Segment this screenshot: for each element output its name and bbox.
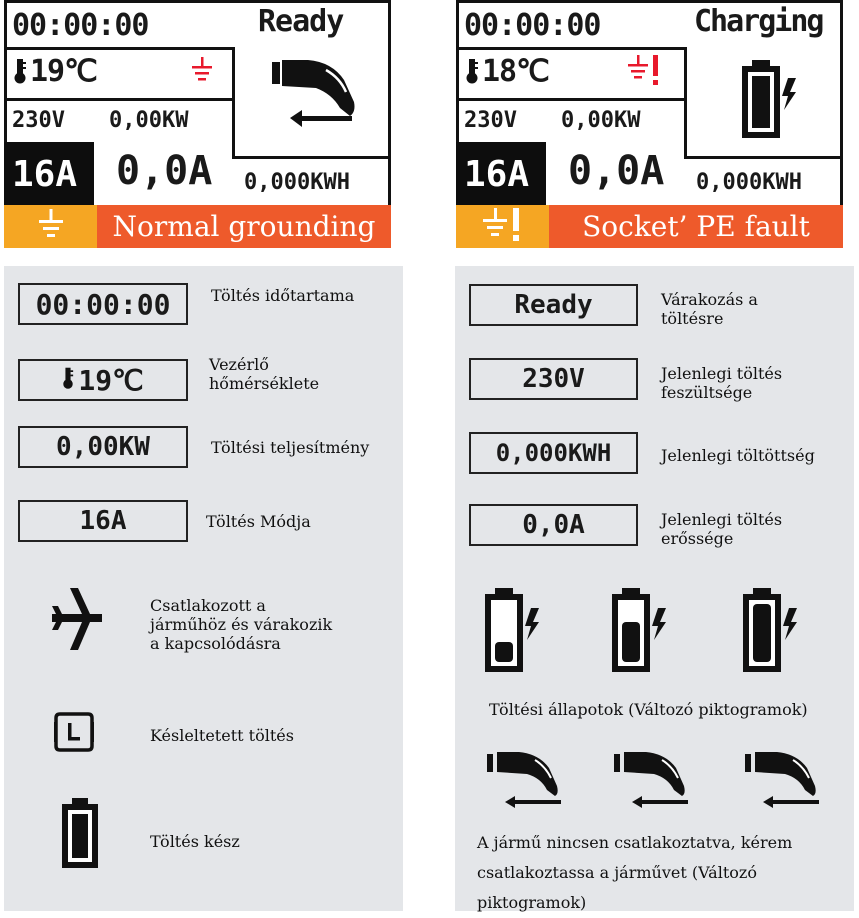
energy-readout: 0,000KWH [244, 170, 350, 195]
grounding-ok-icon [37, 209, 65, 245]
temperature-readout: 18℃ [482, 54, 549, 89]
divider [684, 156, 843, 159]
divider [232, 156, 391, 159]
display-left [4, 0, 391, 248]
status-icon-cell [456, 205, 549, 248]
legend-box-status: Ready [469, 284, 638, 326]
divider [456, 98, 686, 101]
temperature-readout: 19℃ [30, 54, 97, 89]
power-readout: 0,00KW [109, 108, 189, 133]
divider [232, 47, 235, 159]
desc-line: a kapcsolódásra [150, 634, 281, 653]
voltage-readout: 230V [12, 108, 65, 133]
desc-line: Jelenlegi töltés [661, 510, 783, 529]
legend-desc-amp-mode: Töltés Módja [206, 512, 311, 531]
amp-mode-box [4, 142, 94, 205]
grounding-ok-icon [191, 57, 213, 89]
legend-desc-energy: Jelenlegi töltöttség [661, 446, 815, 465]
desc-line: Jelenlegi töltés [661, 364, 783, 383]
display-right [456, 0, 843, 248]
current-readout: 0,0A [568, 148, 665, 194]
status-bar [4, 205, 391, 248]
thermometer-icon [13, 58, 27, 88]
status-message: Normal grounding [97, 205, 391, 248]
amp-mode-box [456, 142, 546, 205]
status-bar [456, 205, 843, 248]
grounding-fault-icon [483, 208, 523, 246]
divider [4, 47, 234, 50]
legend-desc-status [661, 290, 758, 328]
legend-desc-delayed: Késleltetett töltés [150, 726, 294, 745]
clock-delay-icon [54, 712, 94, 756]
divider [456, 47, 686, 50]
legend-box-energy: 0,000KWH [469, 432, 638, 474]
thermometer-icon [62, 366, 74, 394]
desc-line: járműhöz és várakozik [150, 615, 333, 634]
battery-charging-icon [740, 60, 798, 144]
plug-disconnected-icon [610, 750, 694, 818]
status-message: Socket’ PE fault [549, 205, 843, 248]
battery-charging-low-icon [483, 588, 541, 678]
desc-line: erőssége [661, 529, 734, 548]
legend-box-timer: 00:00:00 [18, 283, 188, 325]
status-readout: Ready [258, 4, 344, 39]
current-readout: 0,0A [116, 148, 213, 194]
legend-panel-left [4, 266, 403, 911]
legend-desc-voltage [661, 364, 782, 402]
plane-icon [52, 588, 104, 654]
legend-box-power: 0,00KW [18, 426, 188, 468]
power-readout: 0,00KW [561, 108, 641, 133]
thermometer-icon [465, 58, 479, 88]
grounding-fault-icon [628, 55, 662, 91]
legend-desc-current [661, 510, 782, 548]
desc-line: töltésre [661, 309, 724, 328]
legend-box-temperature [18, 359, 188, 401]
plug-disconnected-icon [741, 750, 825, 818]
legend-box-current: 0,0A [469, 504, 638, 546]
voltage-readout: 230V [464, 108, 517, 133]
plug-states-caption [477, 828, 854, 918]
status-icon-cell [4, 205, 97, 248]
desc-line: Várakozás a [661, 290, 758, 309]
legend-box-voltage: 230V [469, 358, 638, 400]
caption-line: csatlakoztassa a járművet (Változó piktogramok) [477, 863, 757, 912]
legend-desc-power: Töltési teljesítmény [211, 438, 370, 457]
legend-desc-temperature: Vezérlő hőmérséklete [209, 355, 320, 393]
desc-line: feszültsége [661, 383, 753, 402]
legend-panel-right [455, 266, 854, 911]
divider [4, 98, 234, 101]
legend-desc-done: Töltés kész [150, 832, 240, 851]
charging-states-caption: Töltési állapotok (Változó piktogramok) [489, 700, 808, 719]
status-readout: Charging [694, 4, 823, 39]
legend-temperature-value: 19℃ [78, 363, 144, 397]
plug-disconnected-icon [483, 750, 567, 818]
legend-box-amp-mode: 16A [18, 500, 188, 542]
caption-line: A jármű nincsen csatlakoztatva, kérem [477, 833, 793, 852]
amp-mode-readout: 16A [12, 154, 78, 195]
divider [684, 47, 687, 159]
timer-readout: 00:00:00 [464, 8, 601, 43]
battery-full-icon [60, 798, 100, 874]
amp-mode-readout: 16A [464, 154, 530, 195]
desc-line: Csatlakozott a [150, 596, 266, 615]
battery-charging-full-icon [741, 588, 799, 678]
legend-desc-connected [150, 596, 332, 653]
plug-disconnected-icon [262, 58, 362, 140]
energy-readout: 0,000KWH [696, 170, 802, 195]
battery-charging-mid-icon [610, 588, 668, 678]
timer-readout: 00:00:00 [12, 8, 149, 43]
legend-desc-timer: Töltés időtartama [211, 286, 355, 305]
